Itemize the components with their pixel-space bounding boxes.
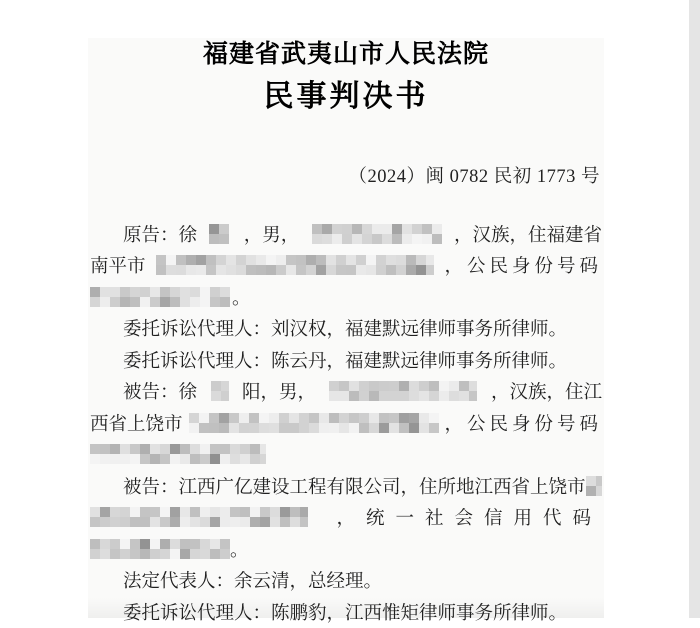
redacted-block bbox=[312, 224, 442, 244]
text-segment: 。 bbox=[230, 540, 249, 561]
redacted-block bbox=[156, 255, 434, 275]
text-segment: 。 bbox=[232, 288, 251, 309]
text-segment: ，统一社会信用代码 bbox=[336, 509, 602, 530]
redacted-block bbox=[329, 381, 477, 401]
text-line bbox=[90, 218, 602, 250]
text-line bbox=[90, 439, 602, 471]
text-line bbox=[90, 344, 602, 376]
text-line bbox=[90, 565, 602, 597]
case-number: （2024）闽 0782 民初 1773 号 bbox=[348, 167, 600, 187]
redacted-block bbox=[90, 539, 230, 559]
text-segment: 南平市 bbox=[90, 257, 146, 278]
text-line bbox=[90, 533, 602, 565]
redacted-block bbox=[586, 476, 602, 496]
text-line bbox=[90, 313, 602, 345]
text-segment: 阳，男， bbox=[241, 383, 316, 404]
text-line bbox=[90, 470, 602, 502]
document-title: 民事判决书 bbox=[263, 80, 429, 113]
court-name: 福建省武夷山市人民法院 bbox=[202, 41, 489, 68]
text-segment: ，汉族，住江 bbox=[490, 383, 602, 404]
text-segment: ，公民身份号码 bbox=[444, 257, 602, 278]
redacted-block bbox=[90, 507, 308, 527]
scrollbar-track[interactable] bbox=[689, 0, 700, 618]
text-segment: 被告：徐 bbox=[123, 383, 198, 404]
document-page bbox=[88, 38, 604, 624]
text-line bbox=[90, 596, 602, 628]
text-line bbox=[90, 502, 602, 534]
text-line bbox=[90, 281, 602, 313]
redacted-block bbox=[209, 224, 231, 244]
redacted-block bbox=[90, 287, 232, 307]
text-line bbox=[90, 407, 602, 439]
body-text bbox=[90, 218, 602, 628]
text-segment: 委托诉讼代理人：刘汉权，福建默远律师事务所律师。 bbox=[123, 320, 568, 341]
text-segment: 西省上饶市 bbox=[90, 414, 183, 435]
text-segment: 被告：江西广亿建设工程有限公司，住所地江西省上饶市 bbox=[123, 477, 586, 498]
text-segment: 委托诉讼代理人：陈鹏豹，江西惟矩律师事务所律师。 bbox=[123, 603, 568, 624]
text-segment: 委托诉讼代理人：陈云丹，福建默远律师事务所律师。 bbox=[123, 351, 568, 372]
redacted-block bbox=[189, 413, 439, 433]
text-line bbox=[90, 250, 602, 282]
redacted-block bbox=[90, 444, 266, 464]
text-segment: ，男， bbox=[243, 225, 300, 246]
text-segment: 原告：徐 bbox=[123, 225, 198, 246]
text-segment: ，公民身份号码 bbox=[444, 414, 602, 435]
redacted-block bbox=[211, 381, 229, 401]
text-segment: 法定代表人：余云清，总经理。 bbox=[123, 572, 383, 593]
text-line bbox=[90, 376, 602, 408]
text-segment: ，汉族，住福建省 bbox=[453, 225, 602, 246]
